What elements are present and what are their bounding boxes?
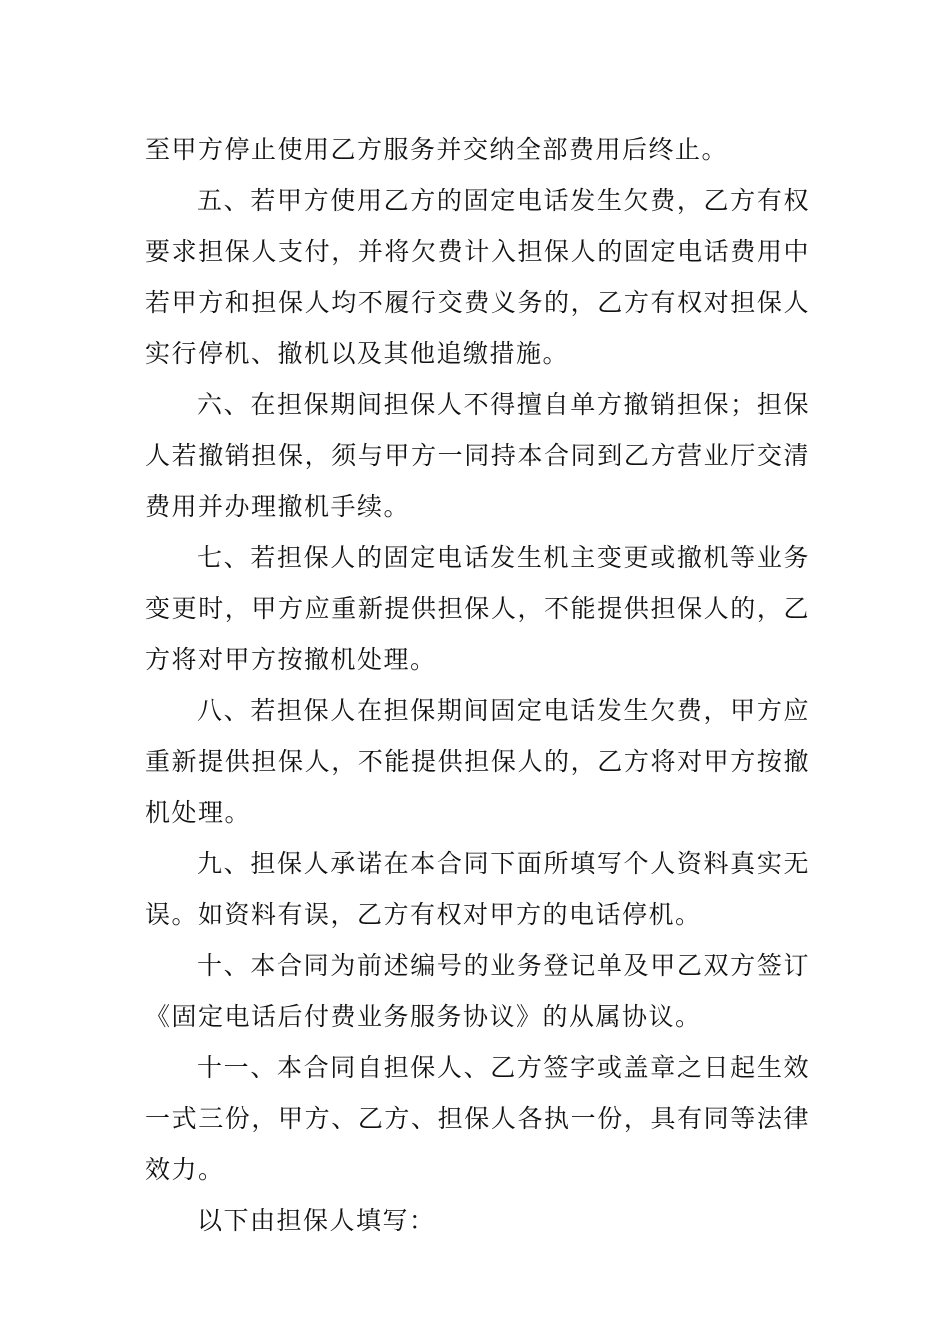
clause-9: 九、担保人承诺在本合同下面所填写个人资料真实无误。如资料有误，乙方有权对甲方的电话停机。 bbox=[145, 849, 810, 929]
document-page bbox=[145, 124, 810, 1246]
guarantor-fill-heading: 以下由担保人填写： bbox=[197, 1206, 436, 1235]
clause-10: 十、本合同为前述编号的业务登记单及甲乙双方签订《固定电话后付费业务服务协议》的从属协议。 bbox=[145, 951, 810, 1031]
paragraph-1: 至甲方停止使用乙方服务并交纳全部费用后终止。 bbox=[145, 135, 729, 164]
clause-5: 五、若甲方使用乙方的固定电话发生欠费，乙方有权要求担保人支付，并将欠费计入担保人的固定电话费用中若甲方和担保人均不履行交费义务的，乙方有权对担保人实行停机、撤机以及其他追缴措施。 bbox=[145, 186, 810, 368]
clause-11: 十一、本合同自担保人、乙方签字或盖章之日起生效一式三份，甲方、乙方、担保人各执一份，具有同等法律效力。 bbox=[145, 1053, 810, 1184]
clause-7: 七、若担保人的固定电话发生机主变更或撤机等业务变更时，甲方应重新提供担保人，不能提供担保人的，乙方将对甲方按撤机处理。 bbox=[145, 543, 810, 674]
clause-6: 六、在担保期间担保人不得擅自单方撤销担保；担保人若撤销担保，须与甲方一同持本合同到乙方营业厅交清费用并办理撤机手续。 bbox=[145, 390, 810, 521]
clause-8: 八、若担保人在担保期间固定电话发生欠费，甲方应重新提供担保人，不能提供担保人的，乙方将对甲方按撤机处理。 bbox=[145, 696, 810, 827]
